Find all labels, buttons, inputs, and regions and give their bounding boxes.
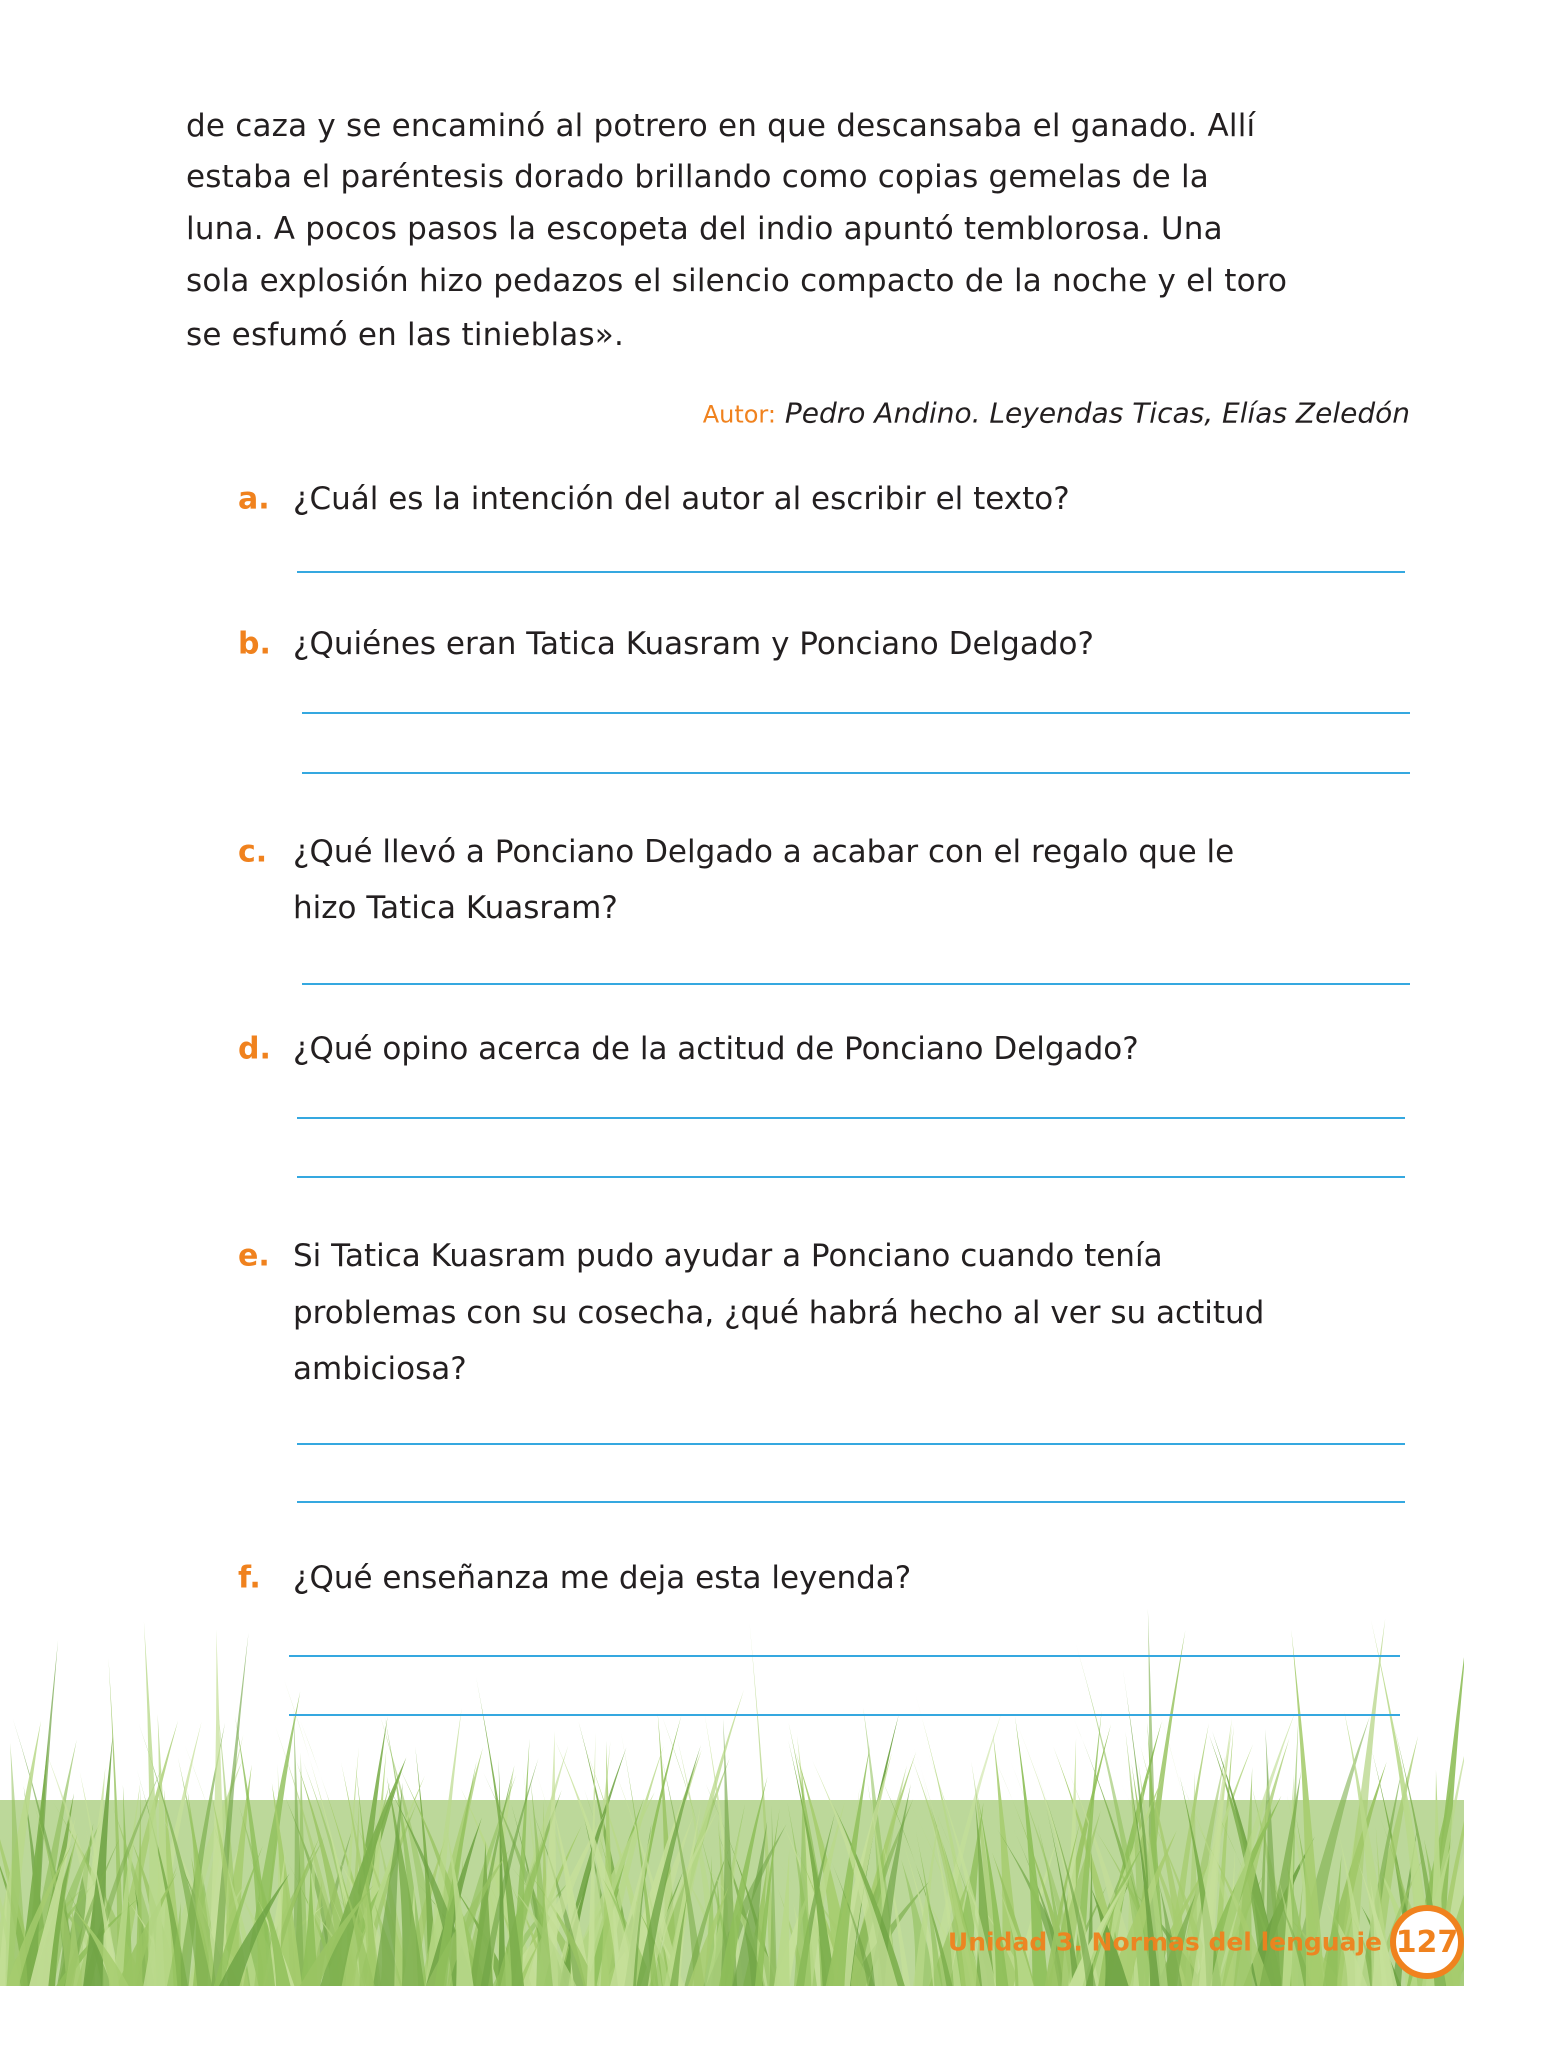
page-number: 127 — [1390, 1905, 1464, 1979]
answer-line[interactable] — [297, 1443, 1405, 1445]
passage-line: se esfumó en las tinieblas». — [186, 317, 625, 353]
question-text: ¿Cuál es la intención del autor al escribir el texto? — [293, 481, 1070, 517]
author-label: Autor: — [702, 400, 776, 429]
passage-line: de caza y se encaminó al potrero en que descansaba el ganado. Allí — [186, 108, 1256, 144]
passage-line: sola explosión hizo pedazos el silencio compacto de la noche y el toro — [186, 263, 1288, 299]
passage-line: estaba el paréntesis dorado brillando como copias gemelas de la — [186, 159, 1209, 195]
question-text: problemas con su cosecha, ¿qué habrá hecho al ver su actitud — [293, 1295, 1265, 1331]
answer-line[interactable] — [302, 712, 1410, 714]
question-letter: b. — [238, 626, 271, 662]
question-text: Si Tatica Kuasram pudo ayudar a Ponciano cuando tenía — [293, 1238, 1163, 1274]
unit-title: Unidad 3. Normas del lenguaje — [947, 1927, 1382, 1957]
question-letter: c. — [238, 834, 268, 870]
author-source: Pedro Andino. Leyendas Ticas, Elías Zeledón — [784, 396, 1410, 430]
answer-line[interactable] — [297, 571, 1405, 573]
answer-line[interactable] — [297, 1501, 1405, 1503]
question-letter: d. — [238, 1031, 271, 1067]
passage-line: luna. A pocos pasos la escopeta del indio apuntó temblorosa. Una — [186, 211, 1223, 247]
question-text: ¿Qué enseñanza me deja esta leyenda? — [293, 1560, 912, 1596]
answer-line[interactable] — [289, 1714, 1400, 1716]
question-text: ¿Quiénes eran Tatica Kuasram y Ponciano Delgado? — [293, 626, 1094, 662]
question-text: ¿Qué llevó a Ponciano Delgado a acabar con el regalo que le — [293, 834, 1235, 870]
question-text: ¿Qué opino acerca de la actitud de Ponciano Delgado? — [293, 1031, 1139, 1067]
answer-line[interactable] — [302, 983, 1410, 985]
answer-line[interactable] — [302, 772, 1410, 774]
question-text: hizo Tatica Kuasram? — [293, 890, 618, 926]
answer-line[interactable] — [289, 1655, 1400, 1657]
question-letter: f. — [238, 1560, 261, 1596]
answer-line[interactable] — [297, 1117, 1405, 1119]
answer-line[interactable] — [297, 1176, 1405, 1178]
question-text: ambiciosa? — [293, 1351, 467, 1387]
question-letter: e. — [238, 1238, 270, 1274]
author-citation — [703, 397, 1410, 430]
question-letter: a. — [238, 481, 270, 517]
